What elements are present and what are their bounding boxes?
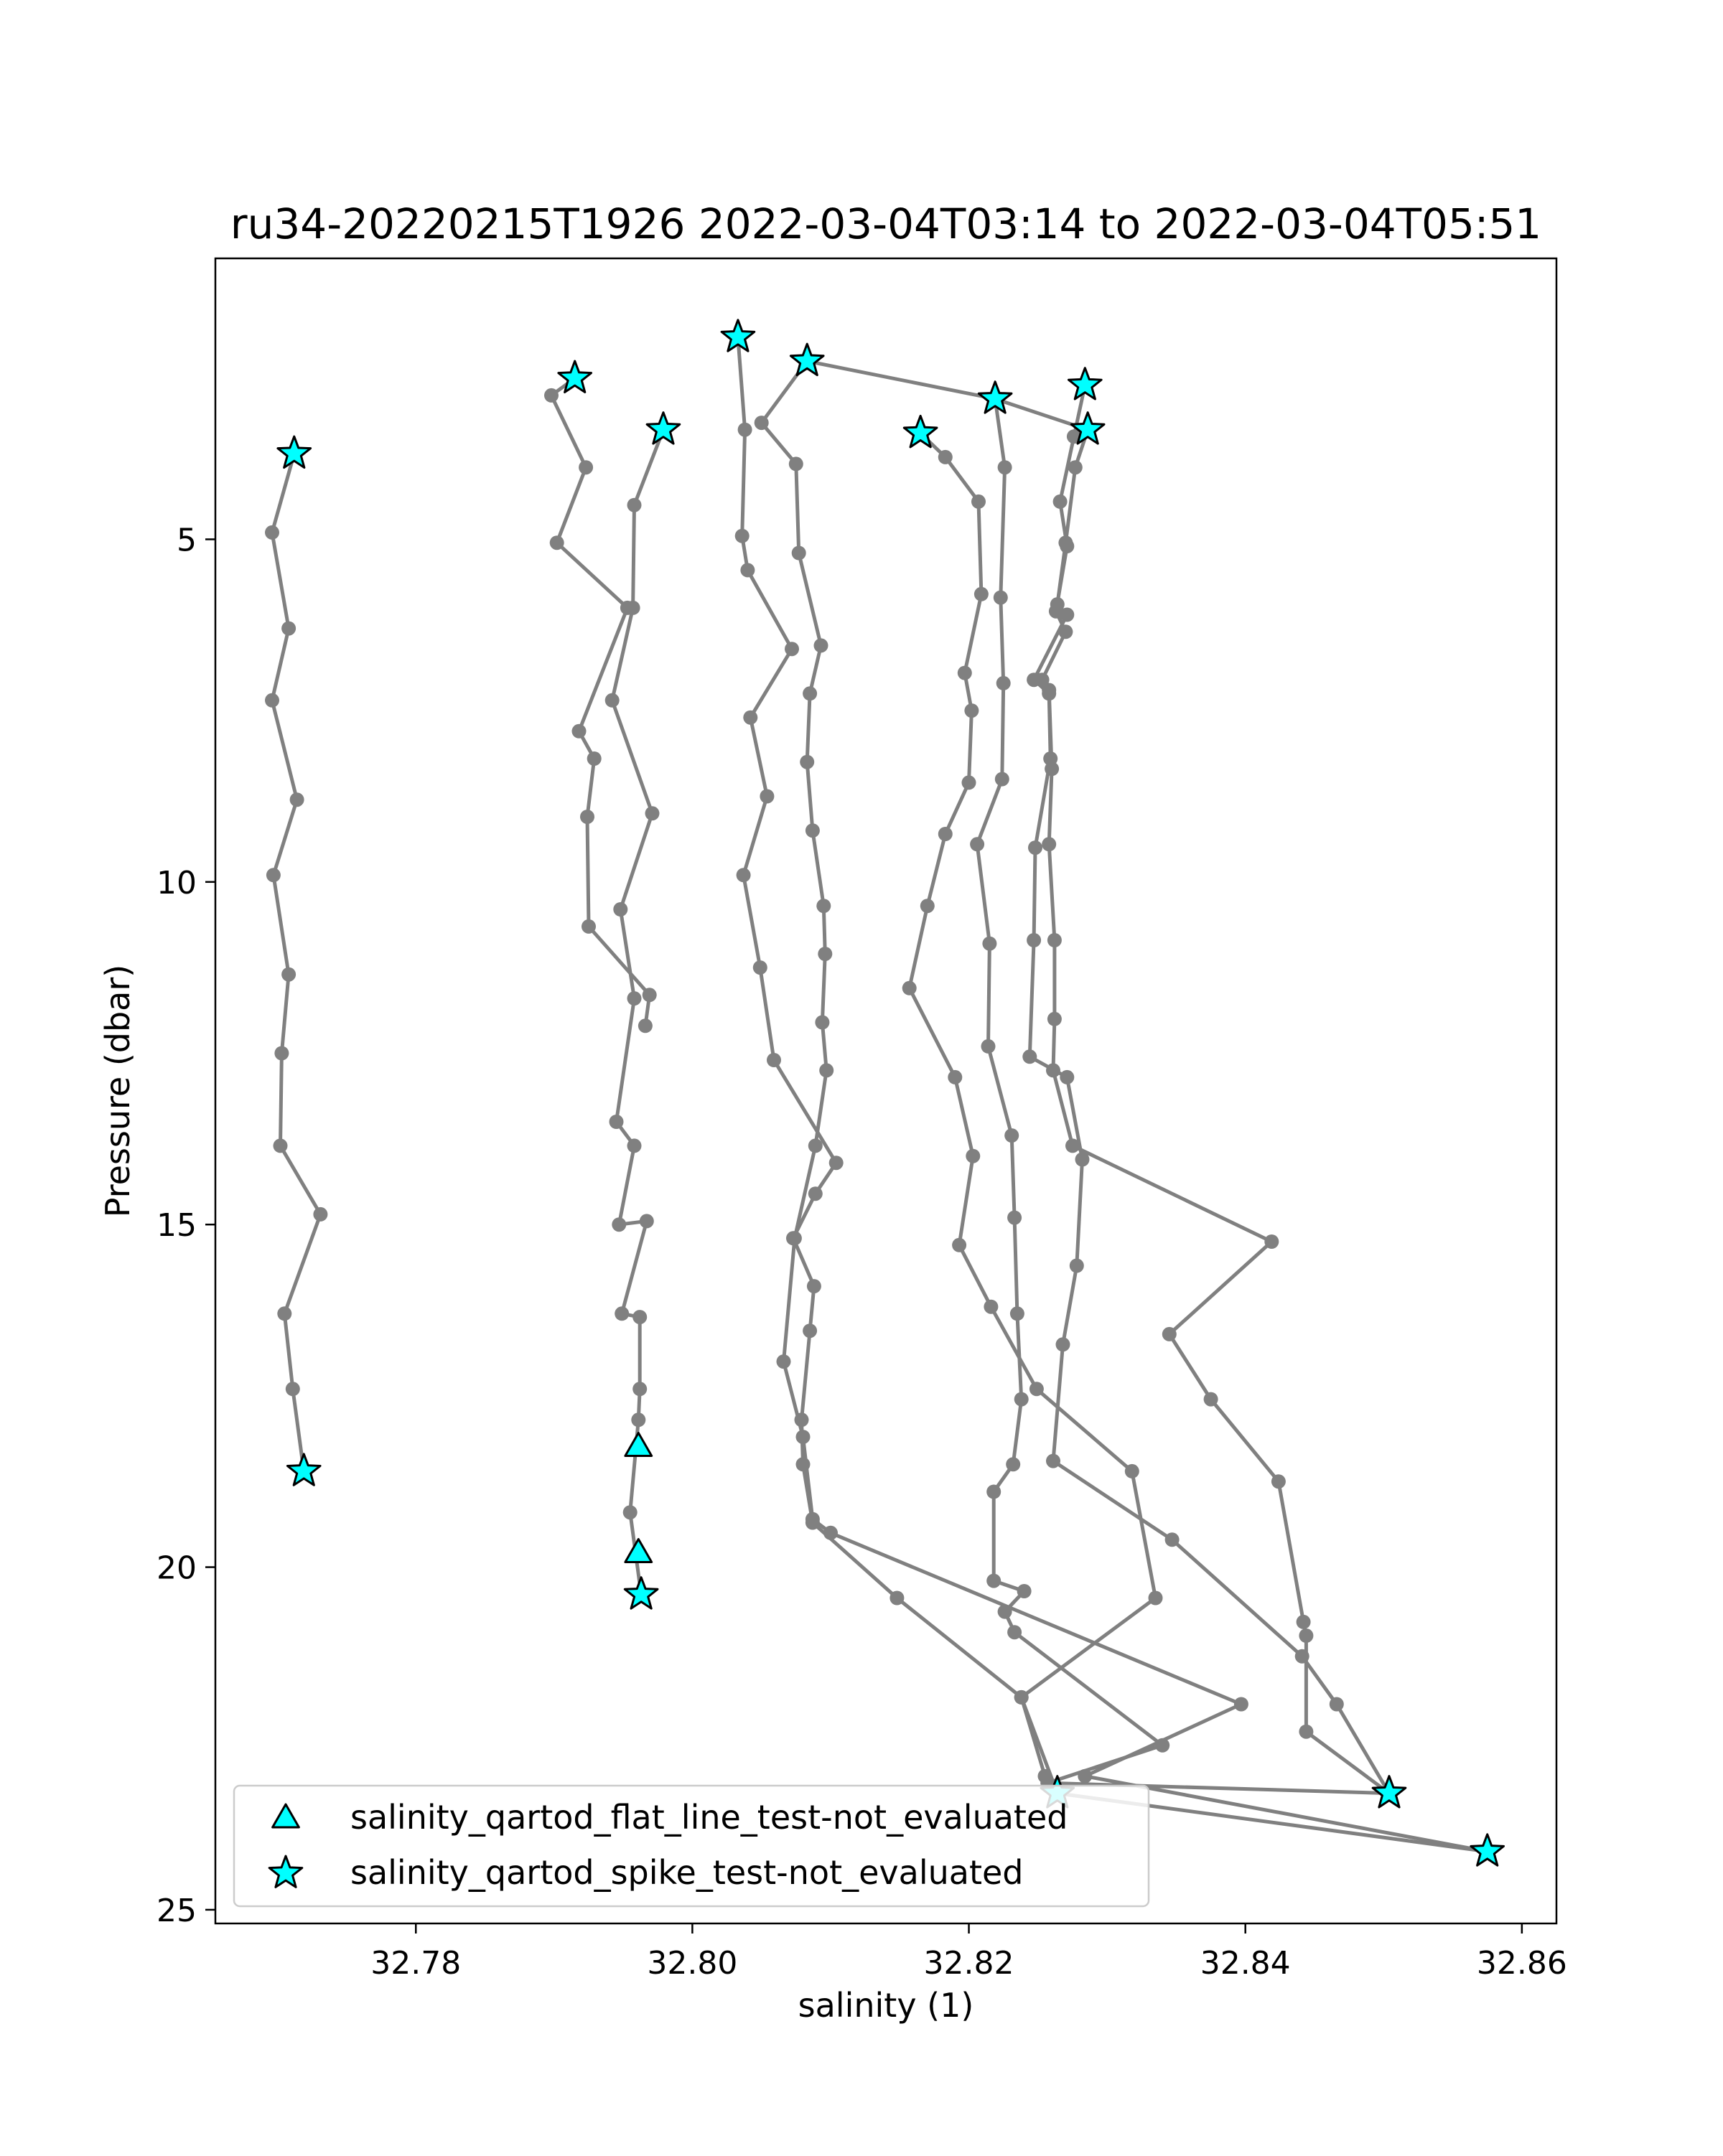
profile-point-8-16 [1204, 1392, 1218, 1407]
profile-point-8-11 [1047, 1012, 1062, 1026]
profile-point-3-6 [760, 789, 774, 804]
profile-point-0-8 [274, 1138, 288, 1153]
profile-point-9-1 [1068, 460, 1083, 474]
profile-point-2-15 [623, 1505, 638, 1519]
y-tick-label: 25 [157, 1892, 197, 1929]
profile-point-2-8 [627, 1138, 642, 1153]
profile-point-2-13 [632, 1382, 647, 1396]
legend-label-spike: salinity_qartod_spike_test-not_evaluated [350, 1853, 1024, 1892]
profile-point-2-12 [632, 1310, 647, 1324]
profile-point-6-6 [962, 775, 976, 789]
profile-point-1-8 [582, 919, 596, 934]
profile-point-6-17 [1014, 1690, 1029, 1705]
profile-point-9-18 [1330, 1697, 1344, 1712]
profile-point-0-6 [281, 967, 296, 982]
profile-point-6-8 [920, 899, 935, 913]
profile-point-0-3 [265, 693, 279, 708]
y-tick-label: 15 [157, 1207, 197, 1245]
profile-point-2-11 [615, 1306, 629, 1321]
profile-point-8-15 [1162, 1327, 1177, 1341]
profile-point-2-5 [613, 902, 627, 917]
profile-point-3-18 [889, 1591, 904, 1606]
profile-point-7-4 [995, 772, 1009, 787]
profile-point-9-6 [1042, 686, 1056, 700]
profile-point-3-3 [740, 563, 755, 577]
profile-point-7-9 [1007, 1211, 1022, 1225]
profile-point-0-4 [290, 792, 304, 807]
profile-point-3-14 [803, 1323, 817, 1338]
profile-point-2-7 [610, 1115, 624, 1129]
profile-point-6-15 [1125, 1464, 1139, 1478]
profile-point-0-10 [277, 1306, 291, 1321]
profile-point-4-4 [814, 638, 828, 652]
y-axis-label: Pressure (dbar) [98, 964, 137, 1218]
profile-point-6-5 [964, 703, 979, 718]
profile-point-8-17 [1271, 1474, 1286, 1489]
profile-point-7-3 [996, 676, 1011, 690]
profile-point-4-7 [806, 823, 820, 838]
profile-point-3-1 [738, 423, 752, 437]
profile-point-1-6 [587, 751, 602, 766]
x-tick-label: 32.82 [923, 1945, 1014, 1982]
profile-point-6-3 [974, 587, 989, 601]
profile-point-7-1 [998, 460, 1012, 474]
profile-point-6-9 [902, 981, 917, 995]
profile-point-8-20 [1299, 1725, 1313, 1739]
profile-point-4-18 [1234, 1697, 1248, 1712]
profile-point-4-11 [819, 1063, 834, 1077]
profile-point-1-2 [579, 460, 593, 474]
profile-point-9-17 [1295, 1649, 1309, 1664]
profile-point-8-12 [1046, 1063, 1060, 1077]
profile-point-6-13 [984, 1300, 998, 1314]
profile-point-4-3 [792, 546, 806, 561]
x-tick-label: 32.78 [370, 1945, 462, 1982]
profile-point-4-15 [796, 1430, 811, 1444]
profile-point-4-17 [823, 1526, 838, 1540]
profile-point-7-5 [970, 837, 984, 851]
profile-point-7-7 [981, 1039, 996, 1054]
profile-point-0-11 [286, 1382, 300, 1396]
profile-point-4-6 [800, 755, 814, 769]
profile-point-4-13 [788, 1231, 802, 1245]
profile-point-3-9 [767, 1053, 781, 1067]
profile-point-1-9 [643, 988, 657, 1002]
profile-point-2-3 [605, 693, 620, 708]
profile-point-7-6 [982, 937, 996, 951]
profile-point-4-19 [1078, 1769, 1092, 1784]
profile-point-3-5 [743, 711, 757, 725]
profile-point-6-11 [966, 1149, 980, 1163]
profile-point-7-15 [1017, 1584, 1032, 1598]
profile-point-6-10 [948, 1070, 962, 1084]
profile-point-4-14 [777, 1354, 791, 1369]
y-tick-label: 10 [157, 864, 197, 901]
profile-point-1-7 [580, 810, 594, 824]
profile-point-8-13 [1065, 1138, 1080, 1153]
profile-point-9-5 [1027, 672, 1041, 687]
profile-point-7-10 [1010, 1306, 1024, 1321]
profile-point-2-6 [627, 991, 642, 1006]
profile-point-3-10 [829, 1156, 844, 1170]
profile-point-2-9 [612, 1217, 626, 1232]
profile-point-3-13 [807, 1279, 821, 1293]
profile-point-7-13 [986, 1485, 1001, 1499]
profile-point-4-12 [808, 1138, 823, 1153]
profile-point-7-17 [1007, 1625, 1022, 1639]
profile-point-1-3 [550, 535, 564, 550]
profile-point-7-12 [1006, 1457, 1020, 1471]
profile-point-8-19 [1299, 1628, 1313, 1643]
profile-point-7-8 [1004, 1128, 1019, 1143]
profile-point-2-14 [631, 1412, 645, 1427]
profile-point-3-7 [737, 868, 751, 882]
profile-point-3-4 [785, 642, 799, 656]
profile-point-7-14 [986, 1574, 1001, 1588]
profile-point-2-4 [645, 806, 660, 820]
profile-point-3-11 [808, 1186, 823, 1201]
profile-point-1-1 [544, 388, 559, 403]
profile-point-9-4 [1060, 608, 1074, 622]
profile-point-0-1 [265, 525, 279, 540]
profile-point-9-12 [1075, 1153, 1090, 1167]
profile-point-9-11 [1060, 1070, 1074, 1084]
profile-point-6-4 [958, 666, 972, 680]
profile-point-2-10 [640, 1214, 654, 1228]
profile-point-4-9 [818, 947, 832, 961]
profile-point-7-2 [994, 591, 1008, 605]
profile-point-3-8 [753, 960, 767, 975]
y-tick-label: 20 [157, 1550, 197, 1587]
profile-point-4-16 [806, 1512, 820, 1527]
legend-label-flat-line: salinity_qartod_flat_line_test-not_evaluated [350, 1798, 1068, 1837]
profile-point-4-2 [789, 456, 803, 471]
profile-point-2-1 [627, 498, 642, 512]
profile-point-3-16 [796, 1457, 811, 1471]
profile-point-9-13 [1070, 1259, 1084, 1273]
profile-point-8-14 [1264, 1234, 1279, 1249]
profile-point-1-10 [638, 1018, 653, 1033]
x-tick-label: 32.84 [1200, 1945, 1291, 1982]
profile-point-4-1 [755, 416, 769, 430]
profile-point-4-10 [815, 1016, 829, 1030]
x-axis-label: salinity (1) [798, 1986, 974, 2025]
profile-point-0-7 [274, 1046, 289, 1061]
x-tick-label: 32.80 [647, 1945, 738, 1982]
profile-point-8-18 [1297, 1615, 1311, 1629]
profile-point-8-9 [1042, 837, 1056, 851]
profile-point-9-10 [1022, 1049, 1037, 1064]
legend [234, 1786, 1149, 1906]
profile-point-0-5 [266, 868, 281, 882]
profile-point-1-5 [572, 724, 587, 739]
profile-point-8-10 [1047, 933, 1062, 947]
profile-point-6-16 [1149, 1591, 1163, 1606]
profile-point-8-2 [1053, 495, 1068, 509]
profile-point-9-15 [1046, 1454, 1060, 1468]
profile-point-9-14 [1056, 1337, 1070, 1351]
profile-point-4-5 [803, 686, 817, 700]
profile-point-6-1 [938, 450, 953, 464]
profile-point-4-8 [816, 899, 831, 913]
profile-point-6-14 [1029, 1382, 1044, 1396]
chart-title: ru34-20220215T1926 2022-03-04T03:14 to 2022-03-04T05:51 [230, 200, 1542, 248]
profile-point-7-16 [998, 1605, 1012, 1619]
profile-point-9-8 [1028, 840, 1042, 855]
y-tick-label: 5 [177, 522, 197, 559]
profile-point-2-2 [626, 601, 640, 615]
profile-point-6-2 [971, 495, 986, 509]
x-tick-label: 32.86 [1476, 1945, 1567, 1982]
profile-point-3-2 [735, 529, 750, 543]
profile-point-0-9 [313, 1207, 327, 1222]
profile-point-7-18 [1155, 1738, 1169, 1753]
profile-point-9-2 [1058, 535, 1073, 550]
profile-point-9-9 [1027, 933, 1041, 947]
profile-point-6-12 [952, 1238, 966, 1252]
profile-point-7-11 [1014, 1392, 1029, 1407]
profile-point-9-16 [1165, 1532, 1180, 1547]
profile-point-8-5 [1058, 624, 1073, 639]
profile-point-0-2 [281, 622, 296, 636]
profile-point-6-7 [938, 827, 953, 841]
profile-point-3-15 [795, 1412, 809, 1427]
profile-point-9-7 [1043, 751, 1057, 766]
